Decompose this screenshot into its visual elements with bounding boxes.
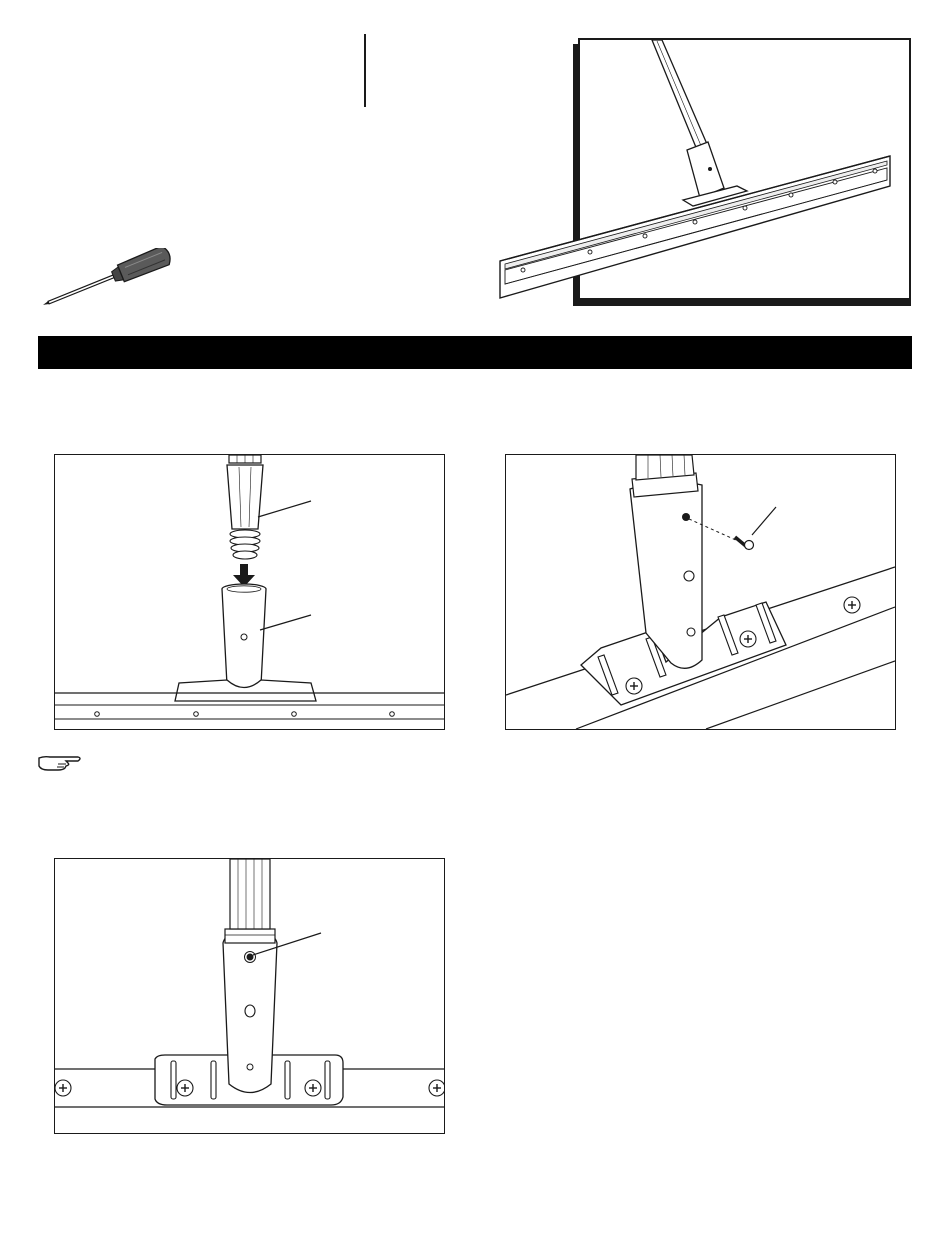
handle-into-socket-icon	[55, 455, 444, 729]
screw-into-socket-icon	[506, 455, 895, 729]
section-header-bar	[38, 336, 912, 369]
pointing-hand-icon	[38, 754, 84, 772]
header-divider	[364, 34, 366, 107]
phillips-screwdriver-icon	[30, 248, 185, 310]
figure-step-1	[54, 454, 445, 730]
floor-squeegee-assembled-icon	[495, 38, 905, 300]
assembled-bracket-front-icon	[55, 859, 444, 1133]
figure-step-3	[54, 858, 445, 1134]
figure-step-2	[505, 454, 896, 730]
